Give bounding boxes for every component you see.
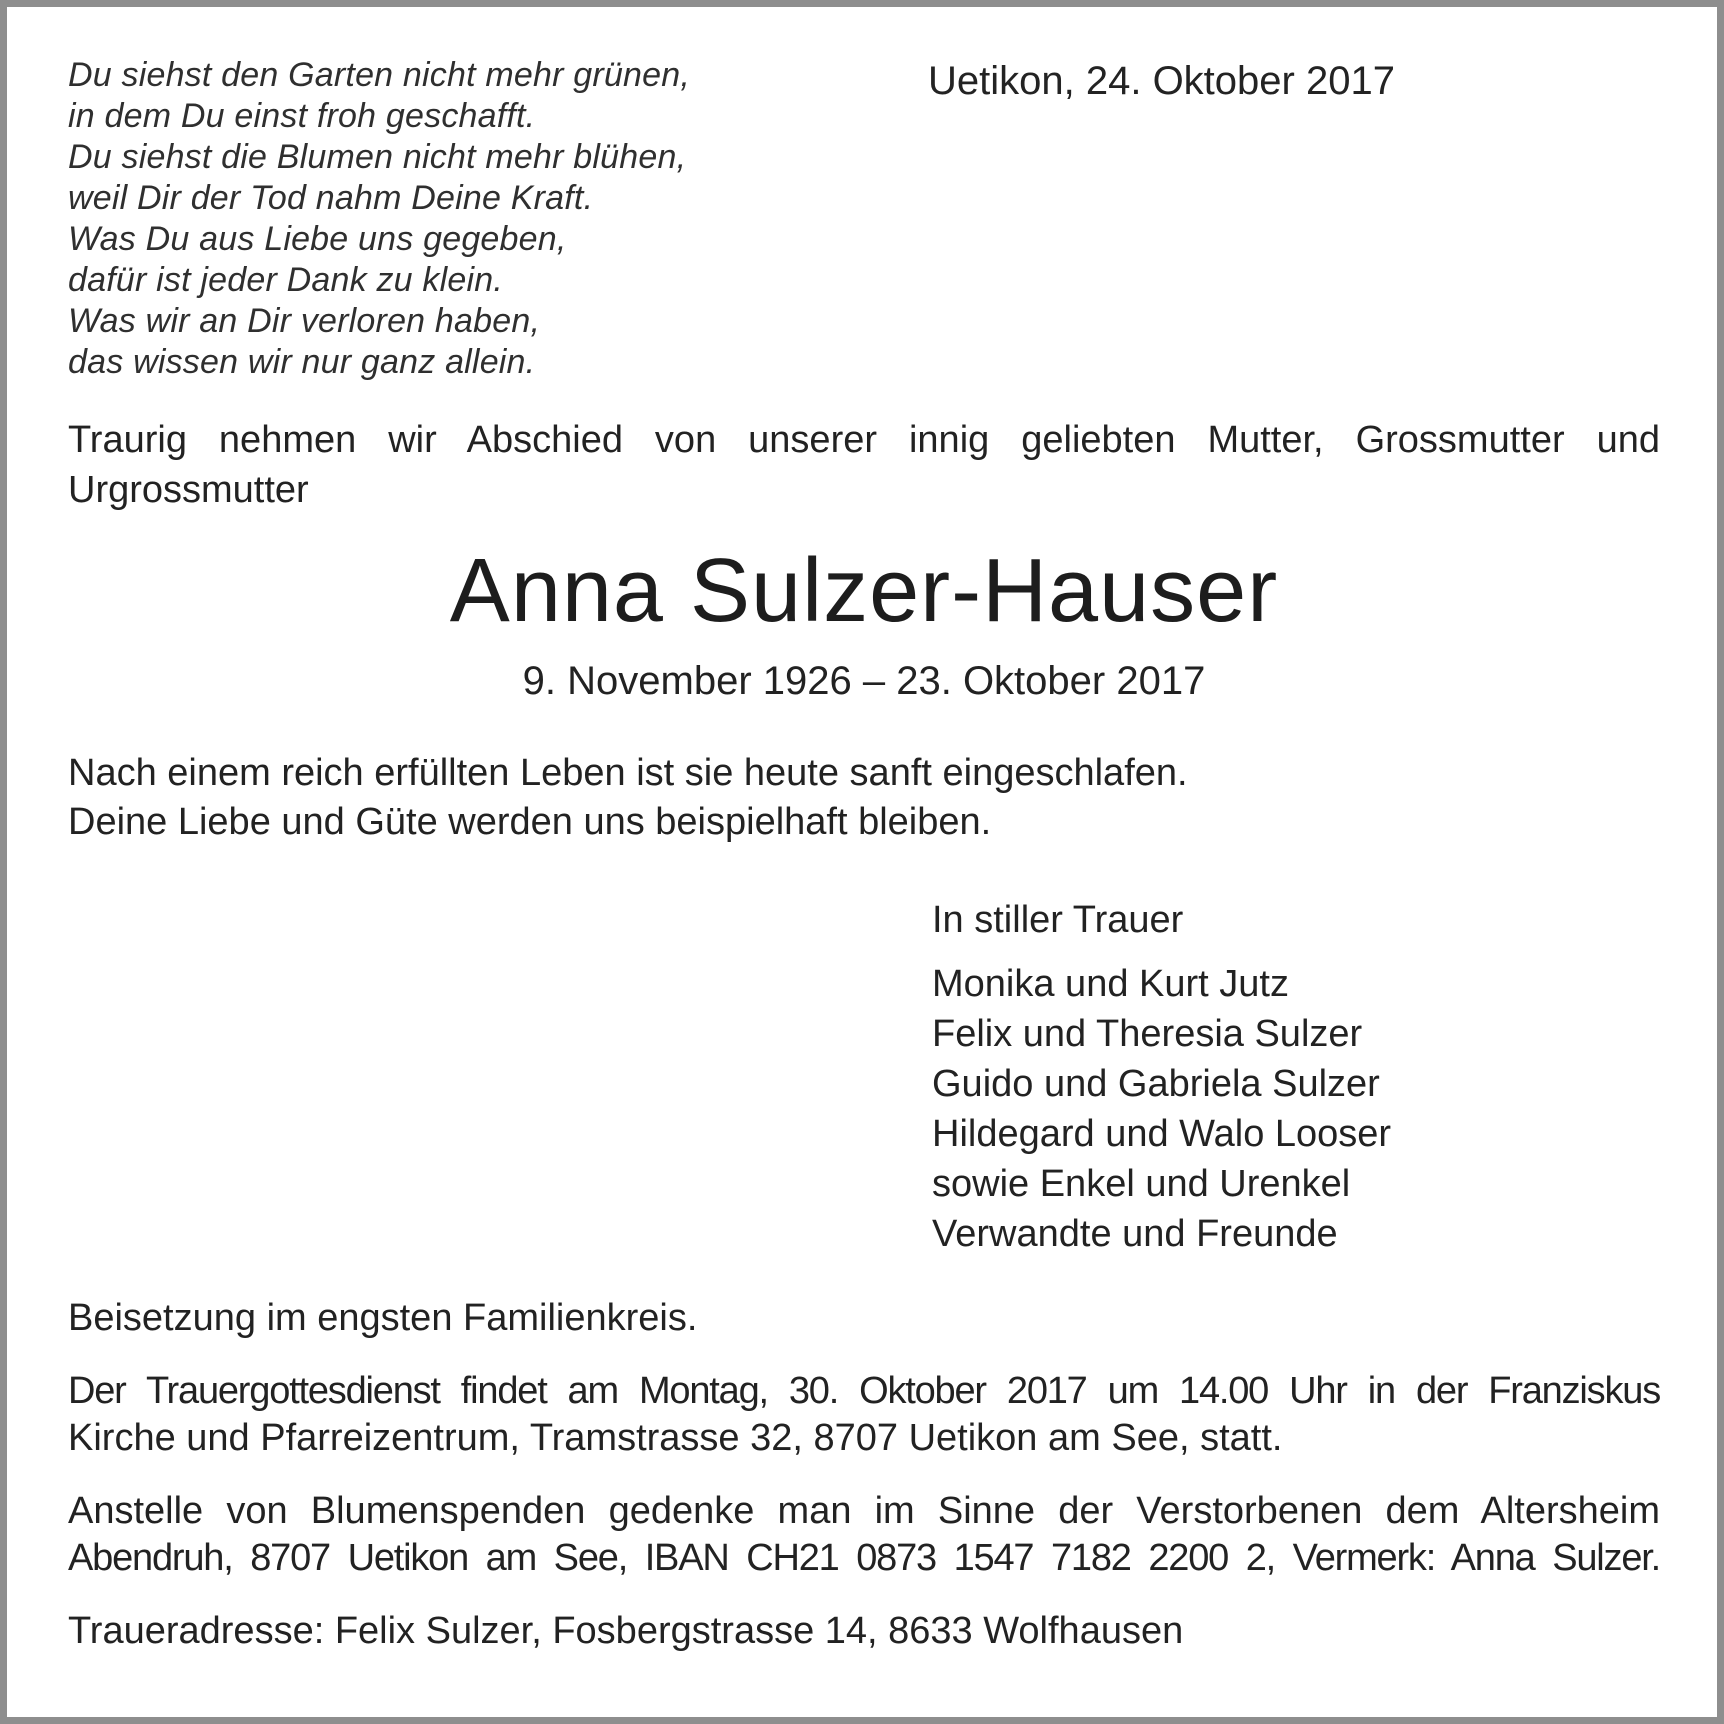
poem-line: Was wir an Dir verloren haben, [68, 302, 541, 340]
mourner-name: Verwandte und Freunde [932, 1213, 1338, 1255]
poem-line: weil Dir der Tod nahm Deine Kraft. [68, 179, 594, 217]
burial-notice: Beisetzung im engsten Familienkreis. [68, 1297, 698, 1339]
place-and-date: Uetikon, 24. Oktober 2017 [928, 59, 1395, 103]
poem-line: in dem Du einst froh geschafft. [68, 97, 536, 135]
service-notice [68, 1368, 1660, 1462]
mourner-name: sowie Enkel und Urenkel [932, 1163, 1351, 1205]
service-notice-line: Der Trauergottesdienst findet am Montag, 30. Oktober 2017 um 14.00 Uhr in der Franziskus [68, 1370, 1660, 1412]
tribute-text [68, 749, 1660, 847]
mourner-name: Felix und Theresia Sulzer [932, 1013, 1363, 1055]
deceased-name: Anna Sulzer-Hauser [449, 541, 1279, 641]
poem-line: dafür ist jeder Dank zu klein. [68, 261, 503, 299]
donations-notice [68, 1488, 1660, 1582]
service-notice-line: Kirche und Pfarreizentrum, Tramstrasse 32, 8707 Uetikon am See, statt. [68, 1417, 1283, 1459]
mourner-name: Guido und Gabriela Sulzer [932, 1063, 1380, 1105]
life-dates: 9. November 1926 – 23. Oktober 2017 [522, 659, 1206, 703]
mourner-name: Monika und Kurt Jutz [932, 963, 1289, 1005]
mourner-name: Hildegard und Walo Looser [932, 1113, 1392, 1155]
mourners-heading: In stiller Trauer [932, 899, 1184, 941]
poem-line: Was Du aus Liebe uns gegeben, [68, 220, 567, 258]
farewell-intro-line: Urgrossmutter [68, 469, 309, 511]
donations-notice-line: Anstelle von Blumenspenden gedenke man im Sinne der Verstorbenen dem Altersheim [68, 1490, 1660, 1532]
header-row [68, 55, 1660, 385]
poem-line: das wissen wir nur ganz allein. [68, 343, 536, 381]
poem-line: Du siehst den Garten nicht mehr grünen, [68, 56, 691, 94]
poem-line: Du siehst die Blumen nicht mehr blühen, [68, 138, 687, 176]
farewell-intro [68, 415, 1660, 515]
mourning-address: Traueradresse: Felix Sulzer, Fosbergstrasse 14, 8633 Wolfhausen [68, 1610, 1184, 1652]
mourners-block [932, 895, 1660, 1259]
donations-notice-line: Abendruh, 8707 Uetikon am See, IBAN CH21 0873 1547 7182 2200 2, Vermerk: Anna Sulzer. [68, 1537, 1660, 1579]
farewell-intro-line: Traurig nehmen wir Abschied von unserer innig geliebten Mutter, Grossmutter und [68, 419, 1660, 461]
tribute-line: Nach einem reich erfüllten Leben ist sie heute sanft eingeschlafen. [68, 752, 1188, 794]
memorial-poem [68, 55, 1660, 383]
tribute-line: Deine Liebe und Güte werden uns beispielhaft bleiben. [68, 801, 992, 843]
